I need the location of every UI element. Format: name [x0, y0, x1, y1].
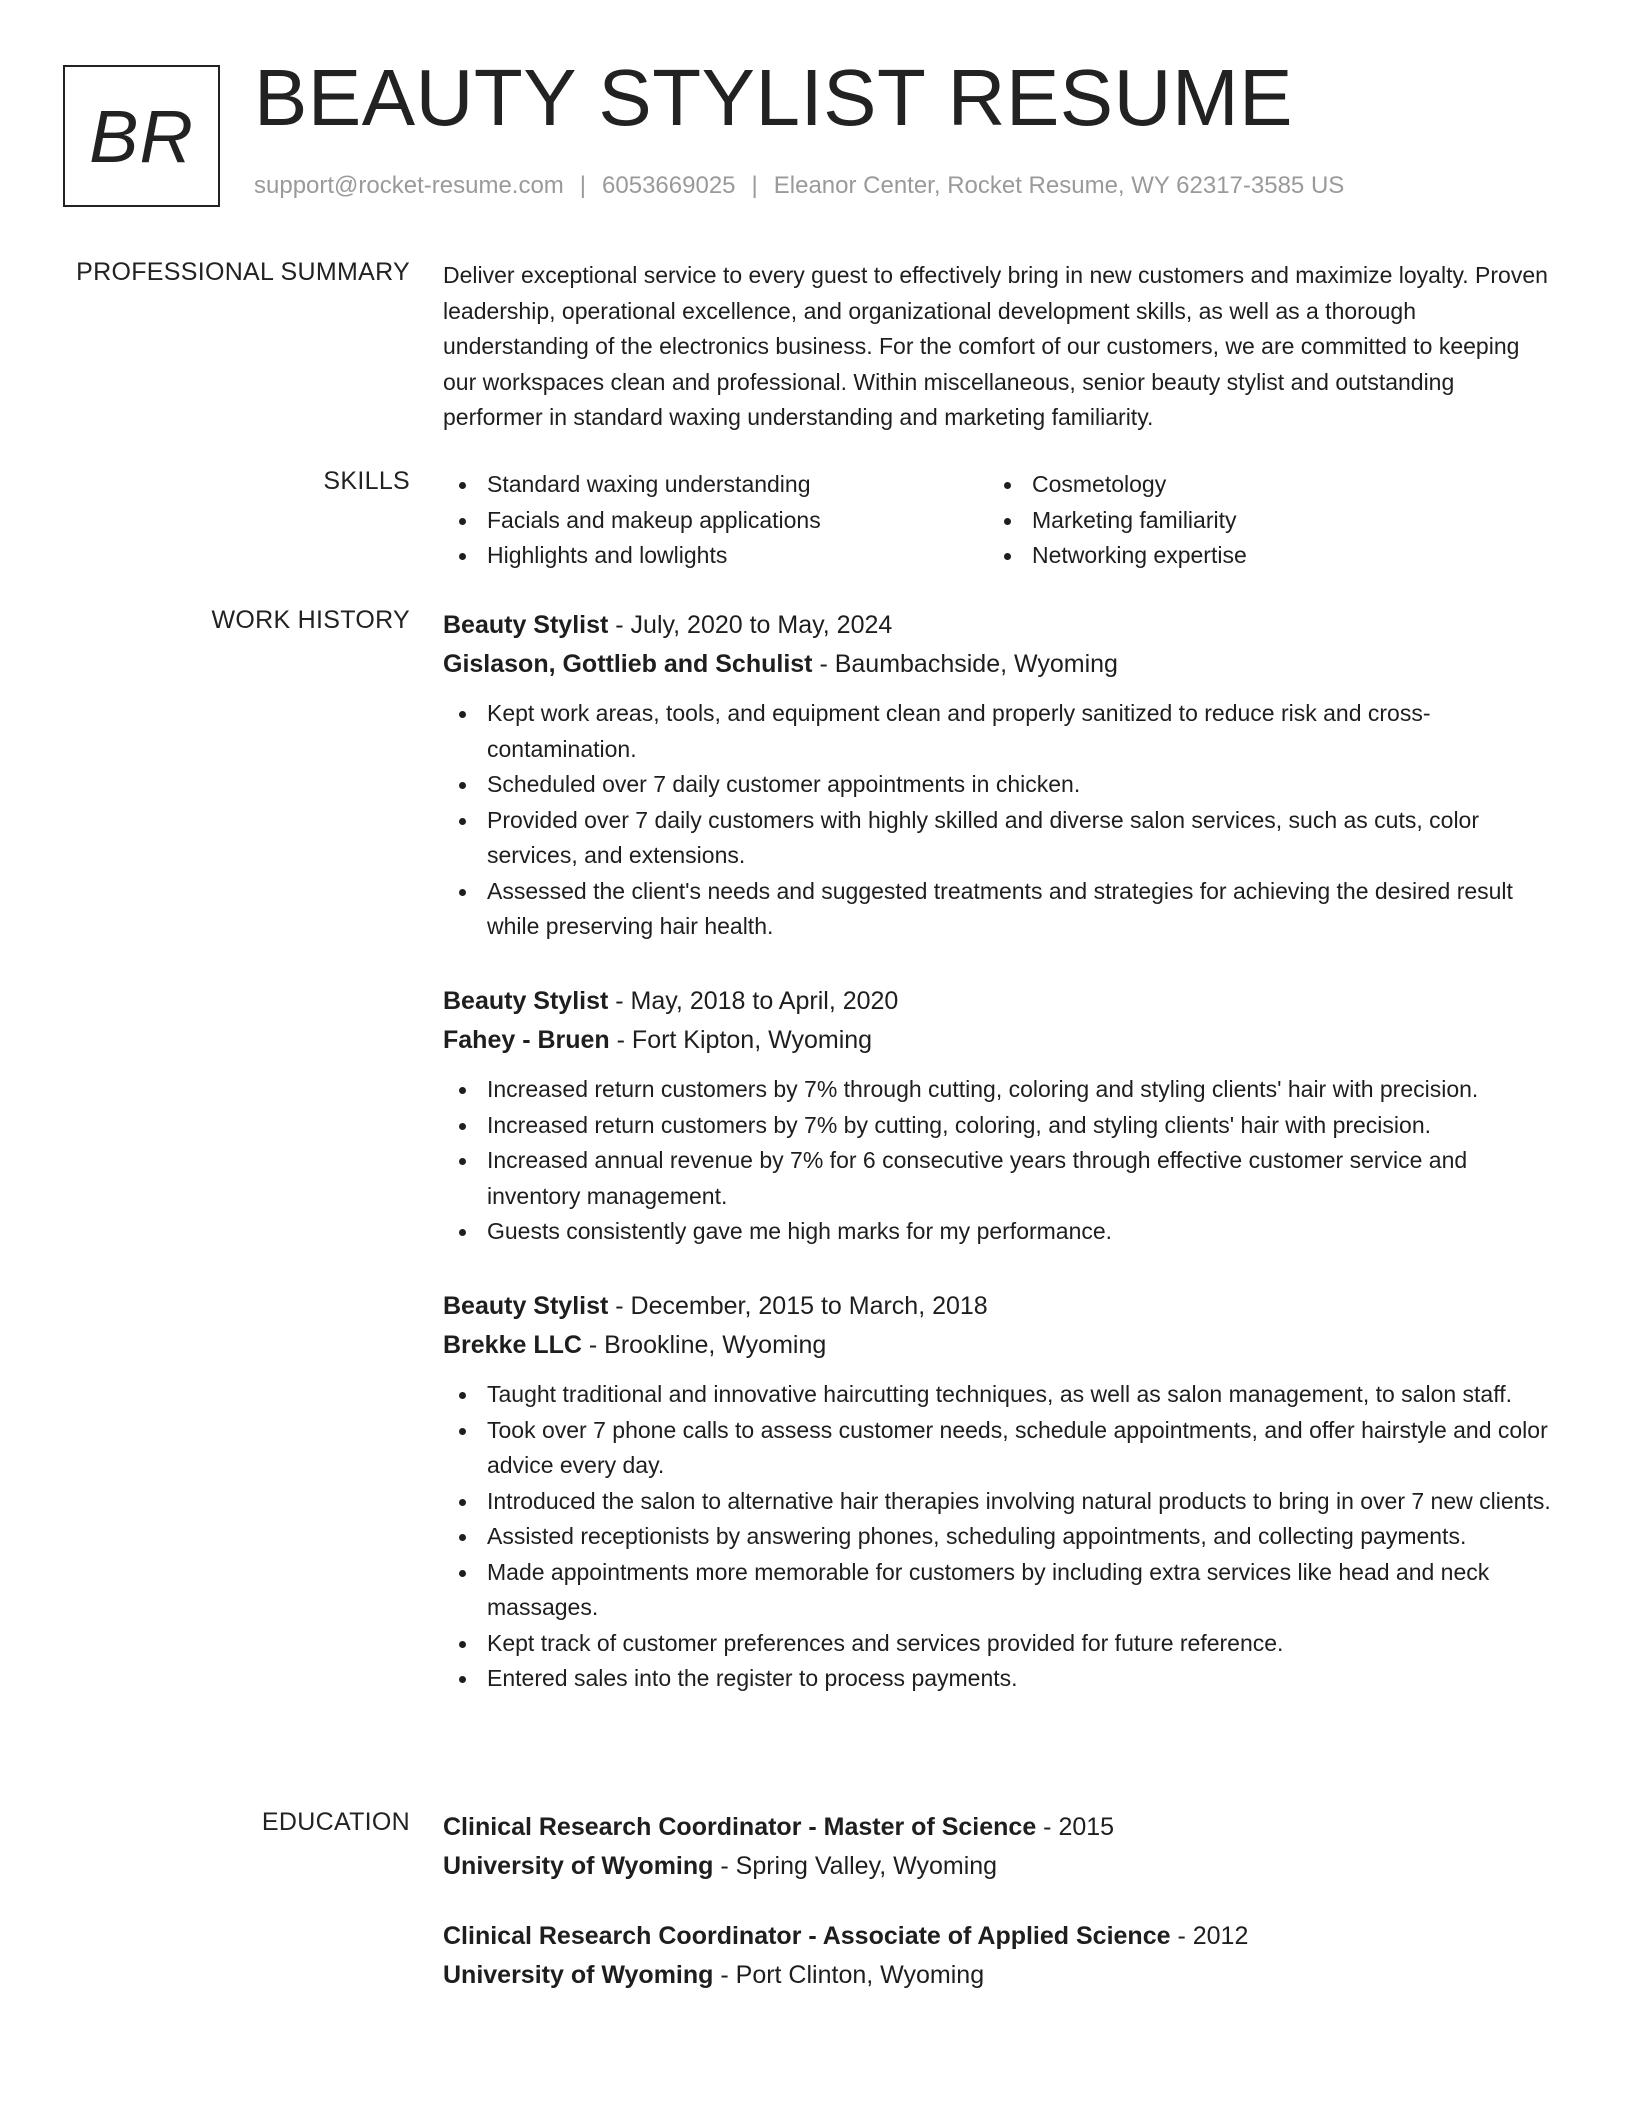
- job-title: Beauty Stylist: [443, 1292, 609, 1320]
- contact-email: support@rocket-resume.com: [254, 172, 564, 199]
- job-bullet: Took over 7 phone calls to assess customer needs, schedule appointments, and offer hairstyle and color advice every day.: [443, 1413, 1558, 1484]
- skill-item: Standard waxing understanding: [443, 467, 988, 503]
- summary-text: Deliver exceptional service to every guest to effectively bring in new customers and maximize loyalty. Proven leadership, operational excellence, and organizational development skills, as well as a thorough understanding of the electronics business. For the comfort of our customers, we are committed to keeping our workspaces clean and professional. Within miscellaneous, senior beauty stylist and outstanding performer in standard waxing understanding and marketing familiarity.: [443, 262, 1548, 430]
- contact-separator: |: [751, 172, 758, 199]
- education-school-line: [443, 1956, 1558, 1995]
- skill-item: Facials and makeup applications: [443, 503, 988, 539]
- education-school-line: [443, 1847, 1558, 1886]
- education-school: University of Wyoming: [443, 1961, 714, 1989]
- job-dates: - December, 2015 to March, 2018: [608, 1292, 988, 1320]
- job-title-line: [443, 982, 1558, 1021]
- job-bullets: [443, 696, 1558, 945]
- job-title-line: [443, 606, 1558, 645]
- contact-line: [254, 172, 1344, 200]
- skills-column-left: [443, 467, 988, 574]
- skills-heading: SKILLS: [323, 467, 410, 495]
- job-dates: - May, 2018 to April, 2020: [608, 987, 899, 1015]
- job-entry: [443, 1287, 1558, 1697]
- job-bullet: Kept work areas, tools, and equipment clean and properly sanitized to reduce risk and cross-contamination.: [443, 696, 1558, 767]
- summary-body: [443, 258, 1558, 436]
- job-bullet: Assessed the client's needs and suggested treatments and strategies for achieving the desired result while preserving hair health.: [443, 874, 1558, 945]
- skill-item: Marketing familiarity: [988, 503, 1533, 539]
- education-entry: [443, 1808, 1558, 1886]
- job-bullet: Kept track of customer preferences and services provided for future reference.: [443, 1626, 1558, 1662]
- job-location: - Brookline, Wyoming: [581, 1331, 827, 1359]
- skill-item: Networking expertise: [988, 538, 1533, 574]
- job-dates: - July, 2020 to May, 2024: [608, 611, 893, 639]
- education-location: - Spring Valley, Wyoming: [713, 1852, 998, 1880]
- job-location: - Fort Kipton, Wyoming: [609, 1026, 873, 1054]
- job-bullet: Guests consistently gave me high marks for my performance.: [443, 1214, 1558, 1250]
- job-company: Gislason, Gottlieb and Schulist: [443, 650, 813, 678]
- job-bullets: [443, 1072, 1558, 1250]
- job-company-line: [443, 1021, 1558, 1060]
- job-bullet: Provided over 7 daily customers with highly skilled and diverse salon services, such as cuts, color services, and extensions.: [443, 803, 1558, 874]
- job-bullet: Scheduled over 7 daily customer appointments in chicken.: [443, 767, 1558, 803]
- skill-item: Cosmetology: [988, 467, 1533, 503]
- contact-separator: |: [579, 172, 587, 199]
- job-company: Brekke LLC: [443, 1331, 582, 1359]
- page-title: BEAUTY STYLIST RESUME: [254, 53, 1293, 142]
- skills-column-right: [988, 467, 1533, 574]
- job-bullet: Made appointments more memorable for customers by including extra services like head and neck massages.: [443, 1555, 1558, 1626]
- job-bullet: Entered sales into the register to process payments.: [443, 1661, 1558, 1697]
- job-company-line: [443, 645, 1558, 684]
- job-title: Beauty Stylist: [443, 987, 609, 1015]
- job-bullet: Taught traditional and innovative haircutting techniques, as well as salon management, to salon staff.: [443, 1377, 1558, 1413]
- job-title-line: [443, 1287, 1558, 1326]
- education-location: - Port Clinton, Wyoming: [713, 1961, 985, 1989]
- education-degree: Clinical Research Coordinator - Associate of Applied Science: [443, 1922, 1171, 1950]
- monogram-logo: BR: [63, 65, 220, 207]
- job-bullet: Assisted receptionists by answering phones, scheduling appointments, and collecting payments.: [443, 1519, 1558, 1555]
- job-title: Beauty Stylist: [443, 611, 609, 639]
- job-bullet: Increased annual revenue by 7% for 6 consecutive years through effective customer service and inventory management.: [443, 1143, 1558, 1214]
- skill-item: Highlights and lowlights: [443, 538, 988, 574]
- job-bullet: Increased return customers by 7% through cutting, coloring and styling clients' hair with precision.: [443, 1072, 1558, 1108]
- education-degree-line: [443, 1808, 1558, 1847]
- contact-phone: 6053669025: [602, 172, 736, 199]
- education-year: - 2012: [1170, 1922, 1249, 1950]
- job-bullet: Introduced the salon to alternative hair therapies involving natural products to bring in over 7 new clients.: [443, 1484, 1558, 1520]
- job-entry: [443, 606, 1558, 945]
- summary-heading: PROFESSIONAL SUMMARY: [76, 258, 410, 286]
- job-bullet: Increased return customers by 7% by cutting, coloring, and styling clients' hair with precision.: [443, 1108, 1558, 1144]
- job-company: Fahey - Bruen: [443, 1026, 610, 1054]
- education-degree-line: [443, 1917, 1558, 1956]
- skills-body: [443, 467, 1558, 574]
- education-degree: Clinical Research Coordinator - Master of Science: [443, 1813, 1037, 1841]
- job-location: - Baumbachside, Wyoming: [812, 650, 1118, 678]
- job-bullets: [443, 1377, 1558, 1697]
- education-year: - 2015: [1036, 1813, 1115, 1841]
- education-heading: EDUCATION: [261, 1808, 410, 1836]
- work-history-heading: WORK HISTORY: [211, 606, 410, 634]
- skills-grid: [443, 467, 1558, 574]
- education-entry: [443, 1917, 1558, 1995]
- job-entry: [443, 982, 1558, 1250]
- education-school: University of Wyoming: [443, 1852, 714, 1880]
- job-company-line: [443, 1326, 1558, 1365]
- contact-address: Eleanor Center, Rocket Resume, WY 62317-3585 US: [773, 172, 1345, 199]
